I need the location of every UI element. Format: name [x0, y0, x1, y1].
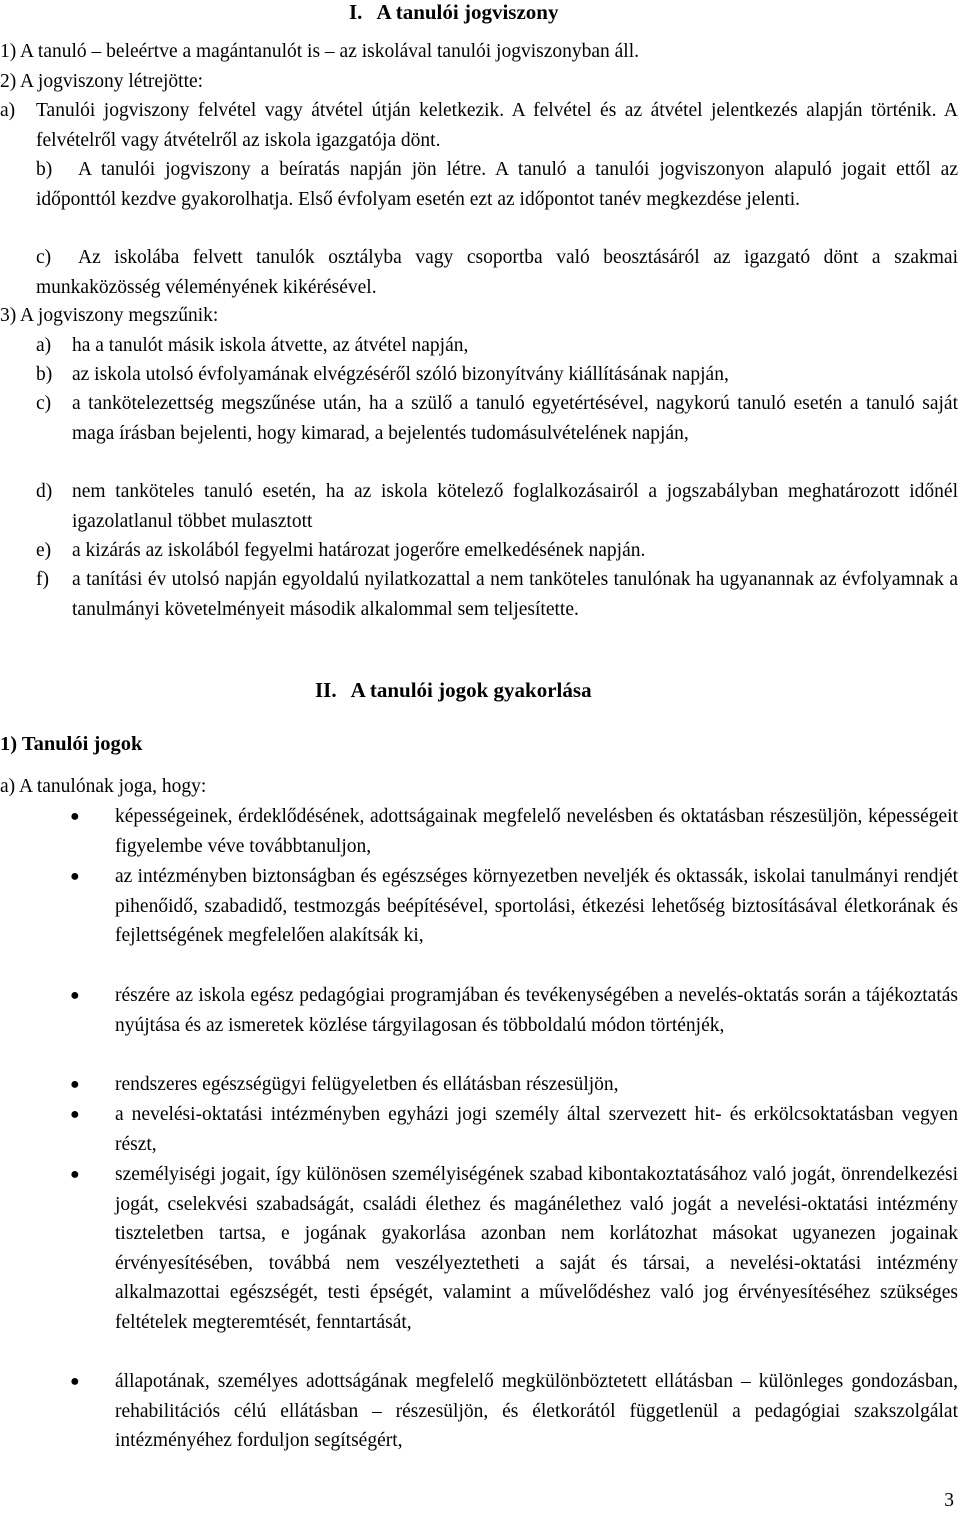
right-item-1: képességeinek, érdeklődésének, adottságainak megfelelő nevelésben és oktatásban részesüljön, képességeit figyelembe véve továbbtanuljon,: [115, 806, 958, 857]
bullet-icon: ●: [70, 1373, 80, 1390]
item-3f-marker: f): [36, 569, 49, 590]
section-2-heading: [315, 676, 592, 704]
item-3b-marker: b): [36, 364, 53, 385]
page-number: 3: [944, 1490, 954, 1511]
bullet-icon: ●: [70, 1106, 80, 1123]
item-3c-marker: c): [36, 393, 52, 414]
bullet-icon: ●: [70, 808, 80, 825]
right-item-4: rendszeres egészségügyi felügyeletben és ellátásban részesüljön,: [115, 1074, 619, 1095]
item-3a-text: ha a tanulót másik iskola átvette, az átvétel napján,: [72, 335, 469, 356]
rights-subheading: 1) Tanulói jogok: [0, 733, 143, 755]
right-item-2: az intézményben biztonságban és egészséges környezetben neveljék és oktassák, iskolai tanulmányi rendjét pihenőidő, szabadidő, testmozgás beépítésével, sportolási, étkezési lehetőség biztosításával életkorának és fejlettségének megfelelően alakítsák ki,: [115, 866, 958, 946]
bullet-icon: ●: [70, 1076, 80, 1093]
item-2b-marker: b): [36, 159, 53, 180]
item-2b-text: A tanulói jogviszony a beíratás napján jön létre. A tanuló a tanulói jogviszonyon alapuló jogait ettől az időponttól kezdve gyakorolhatja. Első évfolyam esetén ezt az időpontot tanév megkezdése jelenti.: [36, 159, 958, 210]
right-item-3: részére az iskola egész pedagógiai programjában és tevékenységében a nevelés-oktatás során a tájékoztatás nyújtása és az ismeretek közlése tárgyilagosan és többoldalú módon történjék,: [115, 985, 958, 1036]
item-1: 1) A tanuló – beleértve a magántanulót is – az iskolával tanulói jogviszonyban áll.: [0, 41, 640, 62]
item-2c-text: Az iskolába felvett tanulók osztályba vagy csoportba való beosztásáról az igazgató dönt a szakmai munkaközösség véleményének kikérésével.: [36, 247, 958, 298]
item-3c-text: a tankötelezettség megszűnése után, ha a szülő a tanuló egyetértésével, nagykorú tanuló esetén a tanuló saját maga írásban bejelenti, hogy kimarad, a bejelentés tudomásulvételének napján,: [72, 393, 958, 444]
item-2a-text: Tanulói jogviszony felvétel vagy átvétel útján keletkezik. A felvétel és az átvétel jelentkezés alapján történik. A felvételről vagy átvételről az iskola igazgatója dönt.: [36, 100, 958, 151]
section-2-number: II.: [315, 678, 337, 702]
bullet-icon: ●: [70, 868, 80, 885]
right-item-6: személyiségi jogait, így különösen személyiségének szabad kibontakoztatásához való jogát, önrendelkezési jogát, cselekvési szabadságát, családi élethez és magánélethez való jogát a nevelési-oktatási intézmény tiszteletben tartsa, e jogának gyakorlása azonban nem korlátozhat másokat ugyanezen jogainak érvényesítésében, továbbá nem veszélyeztetheti a saját és társai, a nevelési-oktatási intézmény alkalmazottai egészségét, testi épségét, valamint a művelődéshez való jog érvényesítéséhez szükséges feltételek megteremtését, fenntartását,: [115, 1164, 958, 1333]
section-1-heading: [349, 0, 558, 26]
item-2c-marker: c): [36, 247, 52, 268]
item-3d-text: nem tanköteles tanuló esetén, ha az iskola kötelező foglalkozásairól a jogszabályban meghatározott időnél igazolatlanul többet mulasztott: [72, 481, 958, 532]
item-3a-marker: a): [36, 335, 52, 356]
item-3d-marker: d): [36, 481, 53, 502]
bullet-icon: ●: [70, 1166, 80, 1183]
item-3b-text: az iskola utolsó évfolyamának elvégzéséről szóló bizonyítvány kiállításának napján,: [72, 364, 729, 385]
item-3f-text: a tanítási év utolsó napján egyoldalú nyilatkozattal a nem tanköteles tanulónak ha ugyanannak az évfolyamnak a tanulmányi követelményeit második alkalommal sem teljesítette.: [72, 569, 958, 620]
item-2: 2) A jogviszony létrejötte:: [0, 71, 204, 92]
right-item-7: állapotának, személyes adottságának megfelelő megkülönböztetett ellátásban – különleges gondozásban, rehabilitációs célú ellátásban – részesüljön, és életkorától függetlenül a pedagógiai szakszolgálat intézményéhez forduljon segítségért,: [115, 1371, 958, 1451]
bullet-icon: ●: [70, 987, 80, 1004]
section-1-number: I.: [349, 0, 363, 24]
item-3: 3) A jogviszony megszűnik:: [0, 305, 219, 326]
item-3e-marker: e): [36, 540, 52, 561]
section-2-title: A tanulói jogok gyakorlása: [350, 678, 592, 702]
section-1-title: A tanulói jogviszony: [376, 0, 559, 24]
right-item-5: a nevelési-oktatási intézményben egyházi jogi személy által szervezett hit- és erkölcsoktatásban vegyen részt,: [115, 1104, 958, 1155]
item-3e-text: a kizárás az iskolából fegyelmi határozat jogerőre emelkedésének napján.: [72, 540, 646, 561]
rights-intro: a) A tanulónak joga, hogy:: [0, 776, 207, 797]
item-2a-marker: a): [0, 100, 16, 121]
